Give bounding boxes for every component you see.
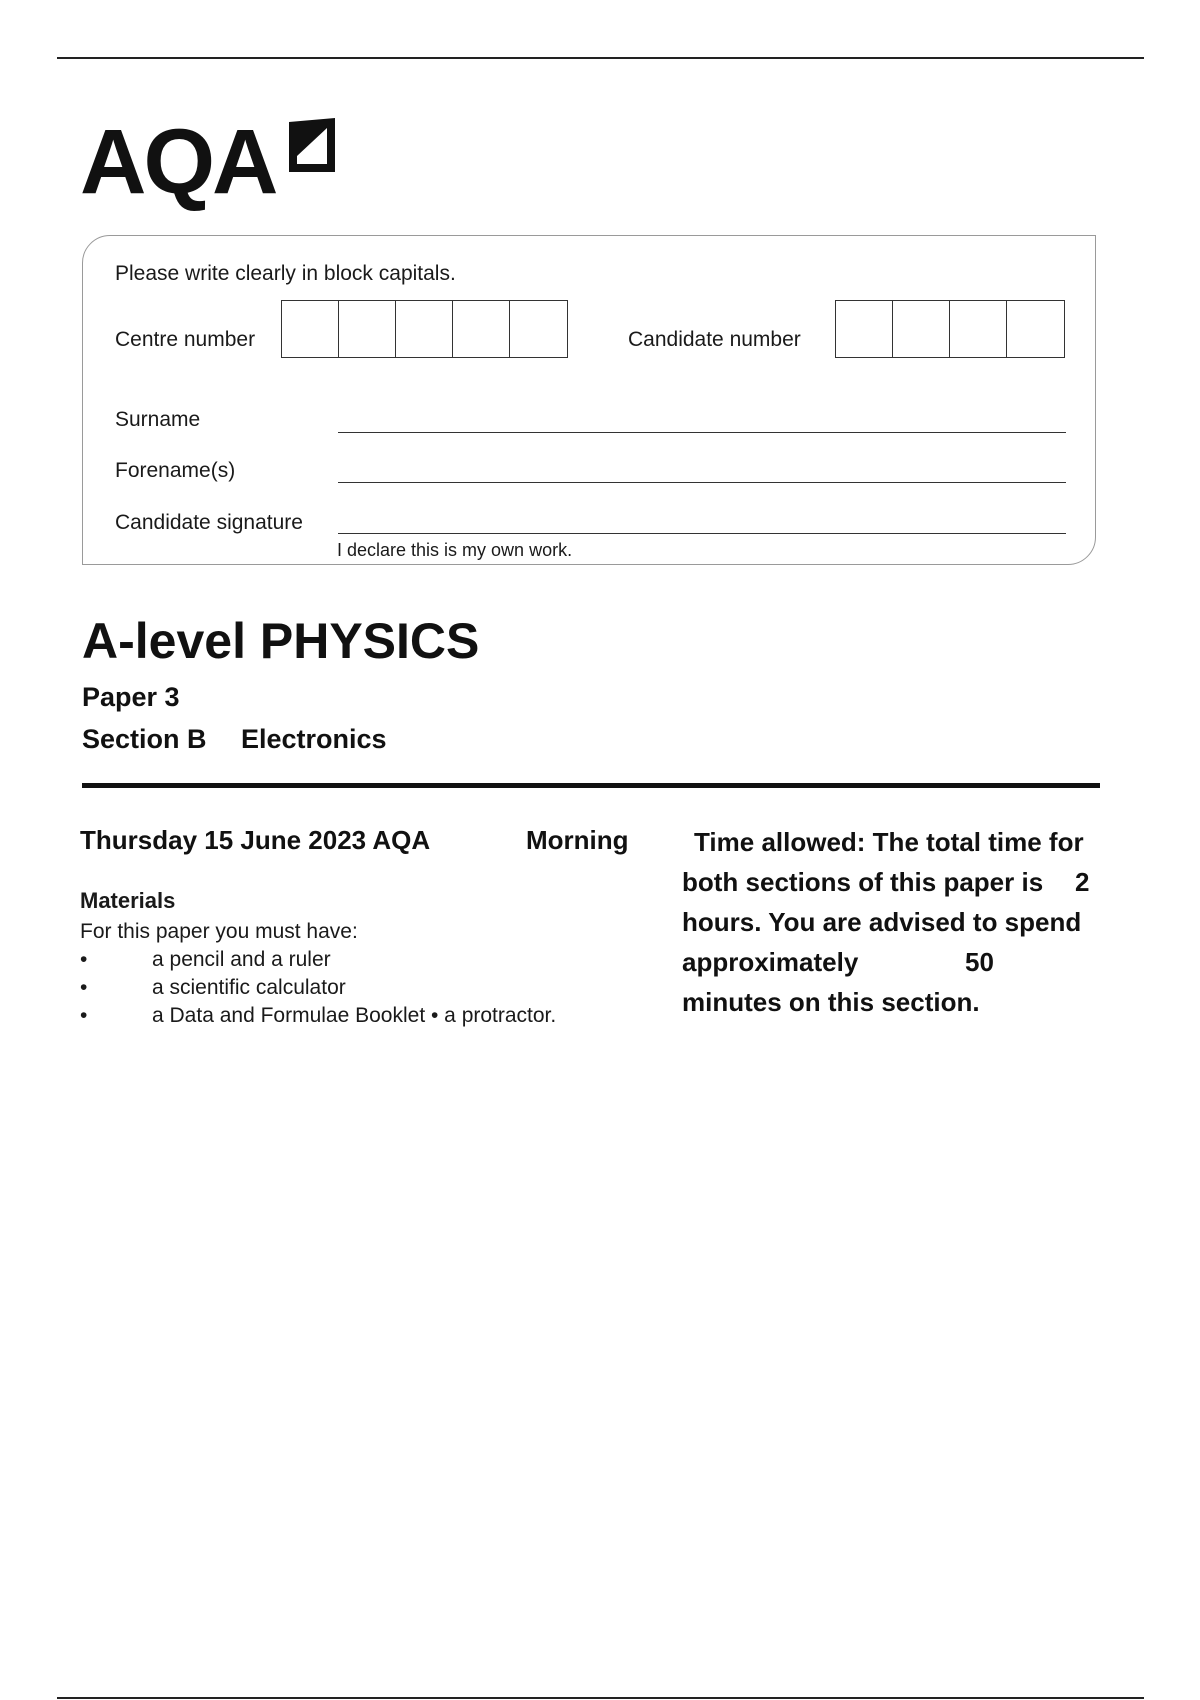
- section-topic: Electronics: [241, 724, 387, 754]
- centre-number-box[interactable]: [339, 301, 396, 357]
- logo-mark-icon: [285, 114, 339, 176]
- forenames-label: Forename(s): [115, 459, 236, 482]
- time-hours: 2: [1075, 867, 1090, 897]
- time-line: Time allowed: The total time for: [694, 827, 1084, 857]
- bullet: •: [80, 1004, 88, 1027]
- candidate-number-label: Candidate number: [628, 328, 801, 351]
- candidate-number-box[interactable]: [1007, 301, 1064, 357]
- paper-number: Paper 3: [82, 682, 180, 712]
- bottom-rule: [57, 1697, 1144, 1699]
- time-line-text: both sections of this paper is: [682, 867, 1044, 897]
- material-item: a pencil and a ruler: [152, 948, 331, 971]
- time-line: hours. You are advised to spend: [682, 907, 1082, 937]
- candidate-number-box[interactable]: [950, 301, 1007, 357]
- aqa-logo: [80, 112, 340, 212]
- centre-number-box[interactable]: [453, 301, 510, 357]
- materials-heading: Materials: [80, 888, 176, 913]
- centre-number-box[interactable]: [396, 301, 453, 357]
- signature-label: Candidate signature: [115, 511, 303, 534]
- candidate-number-boxes[interactable]: [835, 300, 1065, 358]
- top-rule: [57, 57, 1144, 59]
- centre-number-label: Centre number: [115, 328, 256, 351]
- material-item: a scientific calculator: [152, 976, 346, 999]
- exam-title: A-level PHYSICS: [82, 613, 480, 669]
- material-item: a Data and Formulae Booklet • a protractor.: [152, 1004, 557, 1027]
- instruction-text: Please write clearly in block capitals.: [115, 262, 456, 285]
- section-label: Section B: [82, 724, 207, 754]
- signature-line[interactable]: [338, 533, 1066, 534]
- centre-number-box[interactable]: [282, 301, 339, 357]
- time-line: [682, 862, 1102, 902]
- time-line-text: approximately: [682, 947, 859, 977]
- surname-label: Surname: [115, 408, 201, 431]
- centre-number-boxes[interactable]: [281, 300, 568, 358]
- candidate-number-box[interactable]: [836, 301, 893, 357]
- time-allowed: [682, 822, 1102, 1022]
- exam-session: Morning: [526, 825, 629, 855]
- bullet: •: [80, 976, 88, 999]
- time-line: minutes on this section.: [682, 987, 980, 1017]
- logo-text: AQA: [80, 111, 276, 213]
- time-line: [682, 942, 1102, 982]
- surname-line[interactable]: [338, 432, 1066, 433]
- section-divider: [82, 783, 1100, 788]
- centre-number-box[interactable]: [510, 301, 567, 357]
- bullet: •: [80, 948, 88, 971]
- time-minutes: 50: [965, 947, 994, 977]
- forenames-line[interactable]: [338, 482, 1066, 483]
- declaration-text: I declare this is my own work.: [337, 540, 573, 560]
- candidate-number-box[interactable]: [893, 301, 950, 357]
- candidate-details-box: [82, 235, 1096, 565]
- materials-intro: For this paper you must have:: [80, 920, 358, 943]
- exam-date: Thursday 15 June 2023 AQA: [80, 825, 431, 855]
